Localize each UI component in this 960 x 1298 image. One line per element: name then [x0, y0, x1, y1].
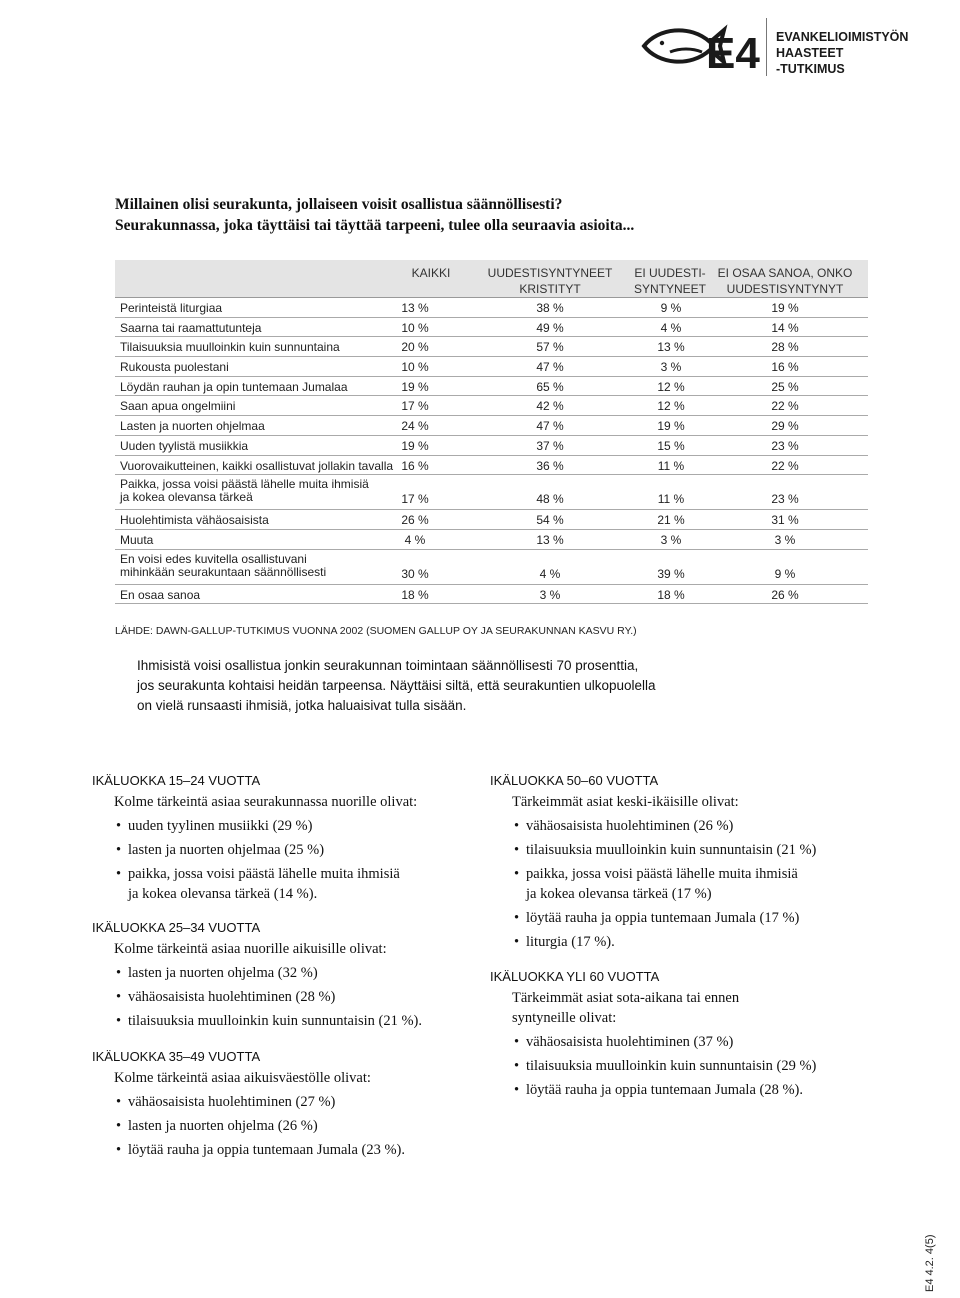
row-label: Lasten ja nuorten ohjelmaa — [120, 419, 265, 434]
row-value: 4 % — [660, 320, 682, 335]
list-item: • lasten ja nuorten ohjelma (32 %) — [116, 965, 318, 981]
row-value: 39 % — [657, 566, 685, 581]
question-line-2: Seurakunnassa, joka täyttäisi tai täyttää tarpeeni, tulee olla seuraavia asioita... — [115, 217, 635, 234]
summary-line-3: on vielä runsaasti ihmisiä, jotka haluaisivat tulla sisään. — [137, 698, 467, 713]
row-value: 23 % — [771, 438, 799, 453]
bullet-icon: • — [116, 1094, 122, 1110]
bullet-icon: • — [116, 842, 122, 858]
row-value: 28 % — [771, 340, 799, 355]
row-value: 11 % — [657, 492, 685, 507]
row-label: Vuorovaikutteinen, kaikki osallistuvat jollakin tavalla — [120, 458, 394, 473]
row-value: 19 % — [401, 438, 429, 453]
bullet-icon: • — [116, 1142, 122, 1158]
row-value: 20 % — [401, 340, 429, 355]
survey-question — [115, 194, 634, 236]
list-item: • tilaisuuksia muulloinkin kuin sunnuntaisin (29 %) — [514, 1058, 817, 1074]
row-value: 4 % — [539, 566, 561, 581]
e4-logo — [640, 18, 760, 74]
row-label: Uuden tyylistä musiikkia — [120, 438, 249, 453]
row-value: 14 % — [771, 320, 799, 335]
row-value: 24 % — [401, 419, 429, 434]
row-value: 30 % — [401, 566, 429, 581]
list-item: • löytää rauha ja oppia tuntemaan Jumala (23 %). — [116, 1142, 406, 1158]
age-group-50-60 — [490, 772, 816, 952]
row-value: 13 % — [536, 532, 564, 547]
row-value: 9 % — [660, 301, 682, 315]
table-body — [115, 298, 868, 604]
age-group-35-49 — [92, 1048, 405, 1160]
row-value: 54 % — [536, 513, 564, 528]
summary-line-1: Ihmisistä voisi osallistua jonkin seurakunnan toimintaan säännöllisesti 70 prosenttia, — [137, 658, 639, 673]
bullet-icon: • — [116, 989, 122, 1005]
row-value: 26 % — [401, 513, 429, 528]
row-label: En voisi edes kuvitella osallistuvani mihinkään seurakuntaan säännöllisesti — [120, 551, 327, 579]
row-value: 47 % — [536, 360, 564, 375]
brand-line-1: EVANKELIOIMISTYÖN — [776, 30, 909, 44]
page-number: E4 4.2. 4(5) — [924, 1234, 936, 1292]
row-value: 18 % — [657, 587, 685, 602]
row-label: Tilaisuuksia muulloinkin kuin sunnuntaina — [120, 340, 340, 355]
list-item: • paikka, jossa voisi päästä lähelle muita ihmisiä ja kokea olevansa tärkeä (17 %) — [514, 866, 798, 902]
header-uudestisyntyneet: UUDESTISYNTYNEET KRISTITYT — [487, 266, 613, 296]
bullet-icon: • — [116, 866, 122, 882]
results-table — [115, 260, 868, 604]
row-value: 38 % — [536, 301, 564, 315]
row-label: Rukousta puolestani — [120, 360, 229, 375]
row-value: 57 % — [536, 340, 564, 355]
section-intro: syntyneille olivat: — [512, 1010, 617, 1026]
header-ei-uudestisyntyneet: EI UUDESTI- SYNTYNEET — [633, 266, 706, 296]
table-row — [115, 396, 868, 416]
row-value: 17 % — [401, 492, 429, 507]
list-item: • paikka, jossa voisi päästä lähelle muita ihmisiä ja kokea olevansa tärkeä (14 %). — [116, 866, 400, 902]
row-value: 3 % — [660, 532, 682, 547]
section-intro: Kolme tärkeintä asiaa aikuisväestölle olivat: — [114, 1070, 371, 1086]
list-item: • vähäosaisista huolehtiminen (37 %) — [514, 1034, 734, 1050]
section-title: IKÄLUOKKA 25–34 VUOTTA — [92, 920, 261, 935]
table-row — [115, 357, 868, 377]
age-group-over-60 — [490, 968, 816, 1100]
row-value: 3 % — [539, 587, 561, 602]
row-value: 3 % — [660, 360, 682, 375]
row-value: 3 % — [774, 532, 796, 547]
row-label: Muuta — [120, 532, 154, 547]
row-label: En osaa sanoa — [120, 587, 201, 602]
bullet-icon: • — [514, 910, 520, 926]
section-title: IKÄLUOKKA 15–24 VUOTTA — [92, 773, 261, 788]
row-value: 22 % — [771, 458, 799, 473]
row-value: 9 % — [774, 566, 796, 581]
row-value: 19 % — [771, 301, 799, 315]
list-item: • löytää rauha ja oppia tuntemaan Jumala (17 %) — [514, 910, 800, 926]
row-value: 49 % — [536, 320, 564, 335]
svg-text:E4: E4 — [706, 29, 760, 74]
table-row — [115, 298, 868, 318]
row-value: 12 % — [657, 399, 685, 414]
table-row — [115, 510, 868, 530]
age-group-25-34 — [92, 919, 422, 1031]
brand-divider — [766, 18, 767, 76]
row-value: 19 % — [657, 419, 685, 434]
header-kaikki: KAIKKI — [411, 266, 451, 280]
bullet-icon: • — [514, 1034, 520, 1050]
brand-title — [776, 29, 908, 77]
list-item: • uuden tyylinen musiikki (29 %) — [116, 818, 313, 834]
row-value: 47 % — [536, 419, 564, 434]
row-value: 29 % — [771, 419, 799, 434]
table-row — [115, 585, 868, 605]
list-item: • vähäosaisista huolehtiminen (27 %) — [116, 1094, 336, 1110]
row-label: Paikka, jossa voisi päästä lähelle muita ihmisiä ja kokea olevansa tärkeä — [120, 477, 369, 505]
row-label: Huolehtimista vähäosaisista — [120, 513, 269, 528]
list-item: • lasten ja nuorten ohjelmaa (25 %) — [116, 842, 325, 858]
section-intro: Kolme tärkeintä asiaa nuorille aikuisille olivat: — [114, 941, 387, 957]
section-title: IKÄLUOKKA 50–60 VUOTTA — [490, 773, 659, 788]
section-intro: Tärkeimmät asiat sota-aikana tai ennen — [512, 990, 740, 1006]
summary-line-2: jos seurakunta kohtaisi heidän tarpeensa. Näyttäisi siltä, että seurakuntien ulkopuolella — [137, 678, 656, 693]
row-value: 23 % — [771, 492, 799, 507]
bullet-icon: • — [514, 1082, 520, 1098]
section-intro: Tärkeimmät asiat keski-ikäisille olivat: — [512, 794, 739, 810]
row-value: 48 % — [536, 492, 564, 507]
row-value: 13 % — [401, 301, 429, 315]
row-value: 4 % — [404, 532, 426, 547]
row-value: 25 % — [771, 379, 799, 394]
row-value: 31 % — [771, 513, 799, 528]
brand-line-2: HAASTEET — [776, 46, 844, 60]
bullet-icon: • — [514, 818, 520, 834]
row-value: 15 % — [657, 438, 685, 453]
table-row — [115, 530, 868, 550]
row-value: 21 % — [657, 513, 685, 528]
list-item: • tilaisuuksia muulloinkin kuin sunnuntaisin (21 %). — [116, 1013, 423, 1029]
fish-logo-icon — [640, 18, 760, 74]
bullet-icon: • — [514, 866, 520, 882]
bullet-icon: • — [116, 1118, 122, 1134]
summary-text — [137, 656, 656, 716]
row-value: 16 % — [771, 360, 799, 375]
row-value: 11 % — [657, 458, 685, 473]
table-row — [115, 377, 868, 397]
table-row — [115, 550, 868, 585]
bullet-icon: • — [514, 842, 520, 858]
bullet-icon: • — [514, 1058, 520, 1074]
row-value: 19 % — [401, 379, 429, 394]
row-value: 26 % — [771, 587, 799, 602]
bullet-icon: • — [116, 818, 122, 834]
list-item: • lasten ja nuorten ohjelma (26 %) — [116, 1118, 318, 1134]
row-value: 17 % — [401, 399, 429, 414]
list-item: • löytää rauha ja oppia tuntemaan Jumala (28 %). — [514, 1082, 804, 1098]
row-value: 10 % — [401, 320, 429, 335]
source-note: LÄHDE: DAWN-GALLUP-TUTKIMUS VUONNA 2002 (SUOMEN GALLUP OY JA SEURAKUNNAN KASVU RY.) — [115, 625, 637, 637]
row-value: 10 % — [401, 360, 429, 375]
row-value: 37 % — [536, 438, 564, 453]
row-label: Löydän rauhan ja opin tuntemaan Jumalaa — [120, 379, 348, 394]
row-value: 42 % — [536, 399, 564, 414]
list-item: • vähäosaisista huolehtiminen (26 %) — [514, 818, 734, 834]
table-row — [115, 475, 868, 510]
bullet-icon: • — [514, 934, 520, 950]
section-title: IKÄLUOKKA 35–49 VUOTTA — [92, 1049, 261, 1064]
section-title: IKÄLUOKKA YLI 60 VUOTTA — [490, 969, 660, 984]
row-value: 12 % — [657, 379, 685, 394]
table-row — [115, 318, 868, 338]
list-item: • tilaisuuksia muulloinkin kuin sunnuntaisin (21 %) — [514, 842, 817, 858]
bullet-icon: • — [116, 1013, 122, 1029]
row-value: 18 % — [401, 587, 429, 602]
table-row — [115, 436, 868, 456]
row-value: 65 % — [536, 379, 564, 394]
section-intro: Kolme tärkeintä asiaa seurakunnassa nuorille olivat: — [114, 794, 418, 810]
row-value: 16 % — [401, 458, 429, 473]
bullet-icon: • — [116, 965, 122, 981]
row-label: Saan apua ongelmiini — [120, 399, 236, 414]
list-item: • liturgia (17 %). — [514, 934, 615, 950]
brand-line-3: -TUTKIMUS — [776, 62, 845, 76]
list-item: • vähäosaisista huolehtiminen (28 %) — [116, 989, 336, 1005]
table-header — [115, 260, 868, 298]
header-ei-osaa-sanoa: EI OSAA SANOA, ONKO UUDESTISYNTYNYT — [717, 266, 853, 296]
row-label: Perinteistä liturgiaa — [120, 301, 223, 315]
row-value: 36 % — [536, 458, 564, 473]
row-label: Saarna tai raamattutunteja — [120, 320, 262, 335]
question-line-1: Millainen olisi seurakunta, jollaiseen voisit osallistua säännöllisesti? — [115, 196, 563, 213]
row-value: 13 % — [657, 340, 685, 355]
table-row — [115, 456, 868, 476]
age-group-15-24 — [92, 772, 417, 904]
table-row — [115, 337, 868, 357]
row-value: 22 % — [771, 399, 799, 414]
table-row — [115, 416, 868, 436]
